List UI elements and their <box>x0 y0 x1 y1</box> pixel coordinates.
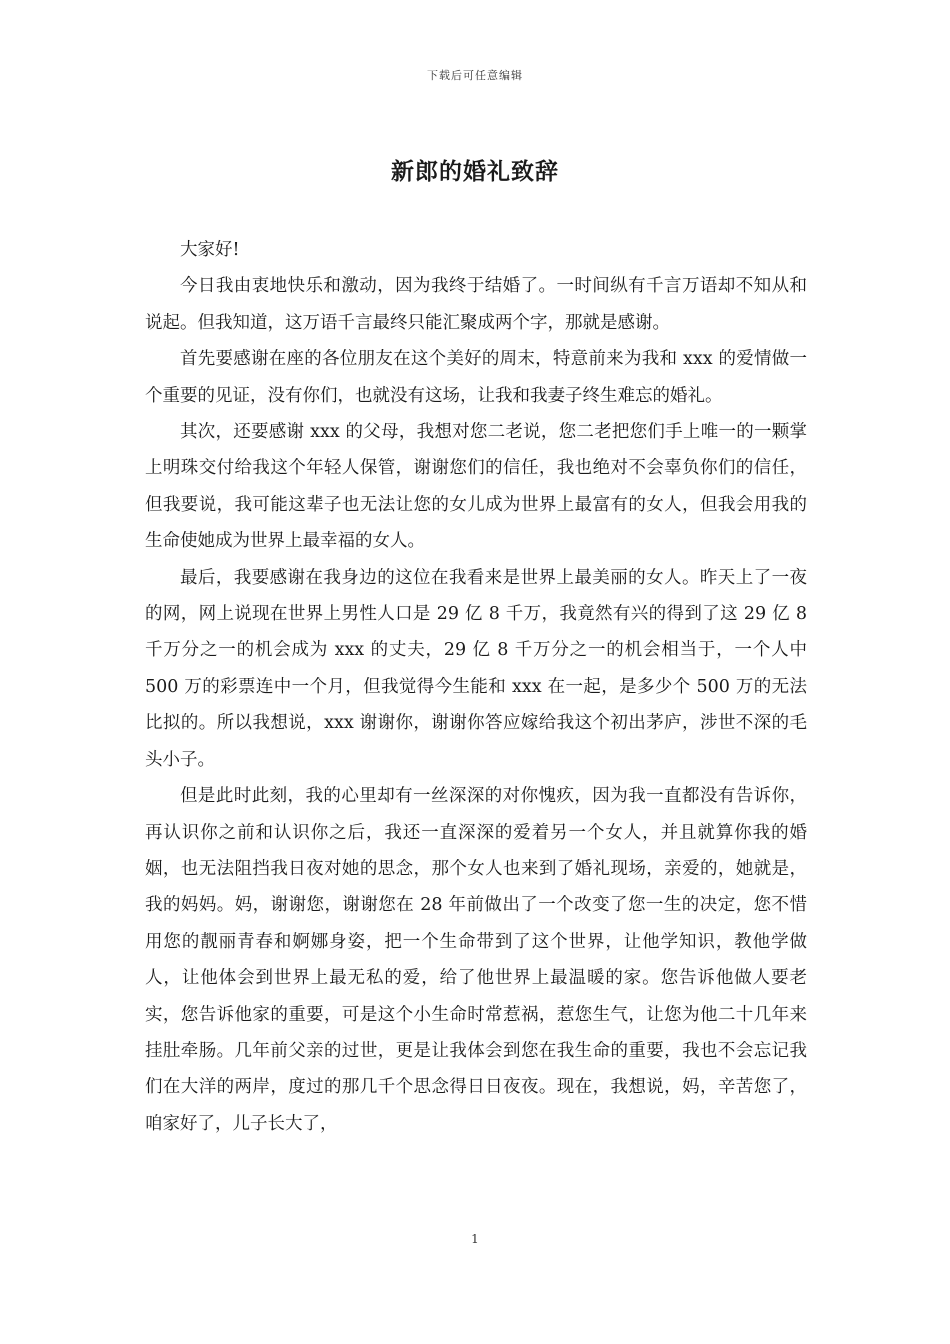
document-body <box>145 232 807 1142</box>
paragraph: 首先要感谢在座的各位朋友在这个美好的周末，特意前来为我和 xxx 的爱情做一个重要的见证，没有你们，也就没有这场，让我和我妻子终生难忘的婚礼。 <box>145 349 807 406</box>
paragraph: 今日我由衷地快乐和激动，因为我终于结婚了。一时间纵有千言万语却不知从和说起。但我知道，这万语千言最终只能汇聚成两个字，那就是感谢。 <box>145 276 807 333</box>
header-note: 下载后可任意编辑 <box>427 69 523 82</box>
document-title: 新郎的婚礼致辞 <box>391 158 559 185</box>
page-number: 1 <box>471 1232 479 1246</box>
paragraph: 最后，我要感谢在我身边的这位在我看来是世界上最美丽的女人。昨天上了一夜的网，网上说现在世界上男性人口是 29 亿 8 千万，我竟然有兴的得到了这 29 亿 8 千万分之一的机会成为 xxx 的丈夫，29 亿 8 千万分之一的机会相当于，一个人中 500 万的彩票连中一个月，但我觉得今生能和 xxx 在一起，是多少个 500 万的无法比拟的。所以我想说，xxx 谢谢你，谢谢你答应嫁给我这个初出茅庐，涉世不深的毛头小子。 <box>145 567 807 770</box>
paragraph: 但是此时此刻，我的心里却有一丝深深的对你愧疚，因为我一直都没有告诉你，再认识你之前和认识你之后，我还一直深深的爱着另一个女人，并且就算你我的婚姻，也无法阻挡我日夜对她的思念，那个女人也来到了婚礼现场，亲爱的，她就是，我的妈妈。妈，谢谢您，谢谢您在 28 年前做出了一个改变了您一生的决定，您不惜用您的靓丽青春和婀娜身姿，把一个生命带到了这个世界，让他学知识，教他学做人，让他体会到世界上最无私的爱，给了他世界上最温暖的家。您告诉他做人要老实，您告诉他家的重要，可是这个小生命时常惹祸，惹您生气，让您为他二十几年来挂肚牵肠。几年前父亲的过世，更是让我体会到您在我生命的重要，我也不会忘记我们在大洋的两岸，度过的那几千个思念得日日夜夜。现在，我想说，妈，辛苦您了，咱家好了，儿子长大了， <box>145 786 807 1134</box>
paragraph: 其次，还要感谢 xxx 的父母，我想对您二老说，您二老把您们手上唯一的一颗掌上明珠交付给我这个年轻人保管，谢谢您们的信任，我也绝对不会辜负你们的信任，但我要说，我可能这辈子也无法让您的女儿成为世界上最富有的女人，但我会用我的生命使她成为世界上最幸福的女人。 <box>145 422 807 552</box>
paragraph-greeting: 大家好! <box>180 240 240 260</box>
